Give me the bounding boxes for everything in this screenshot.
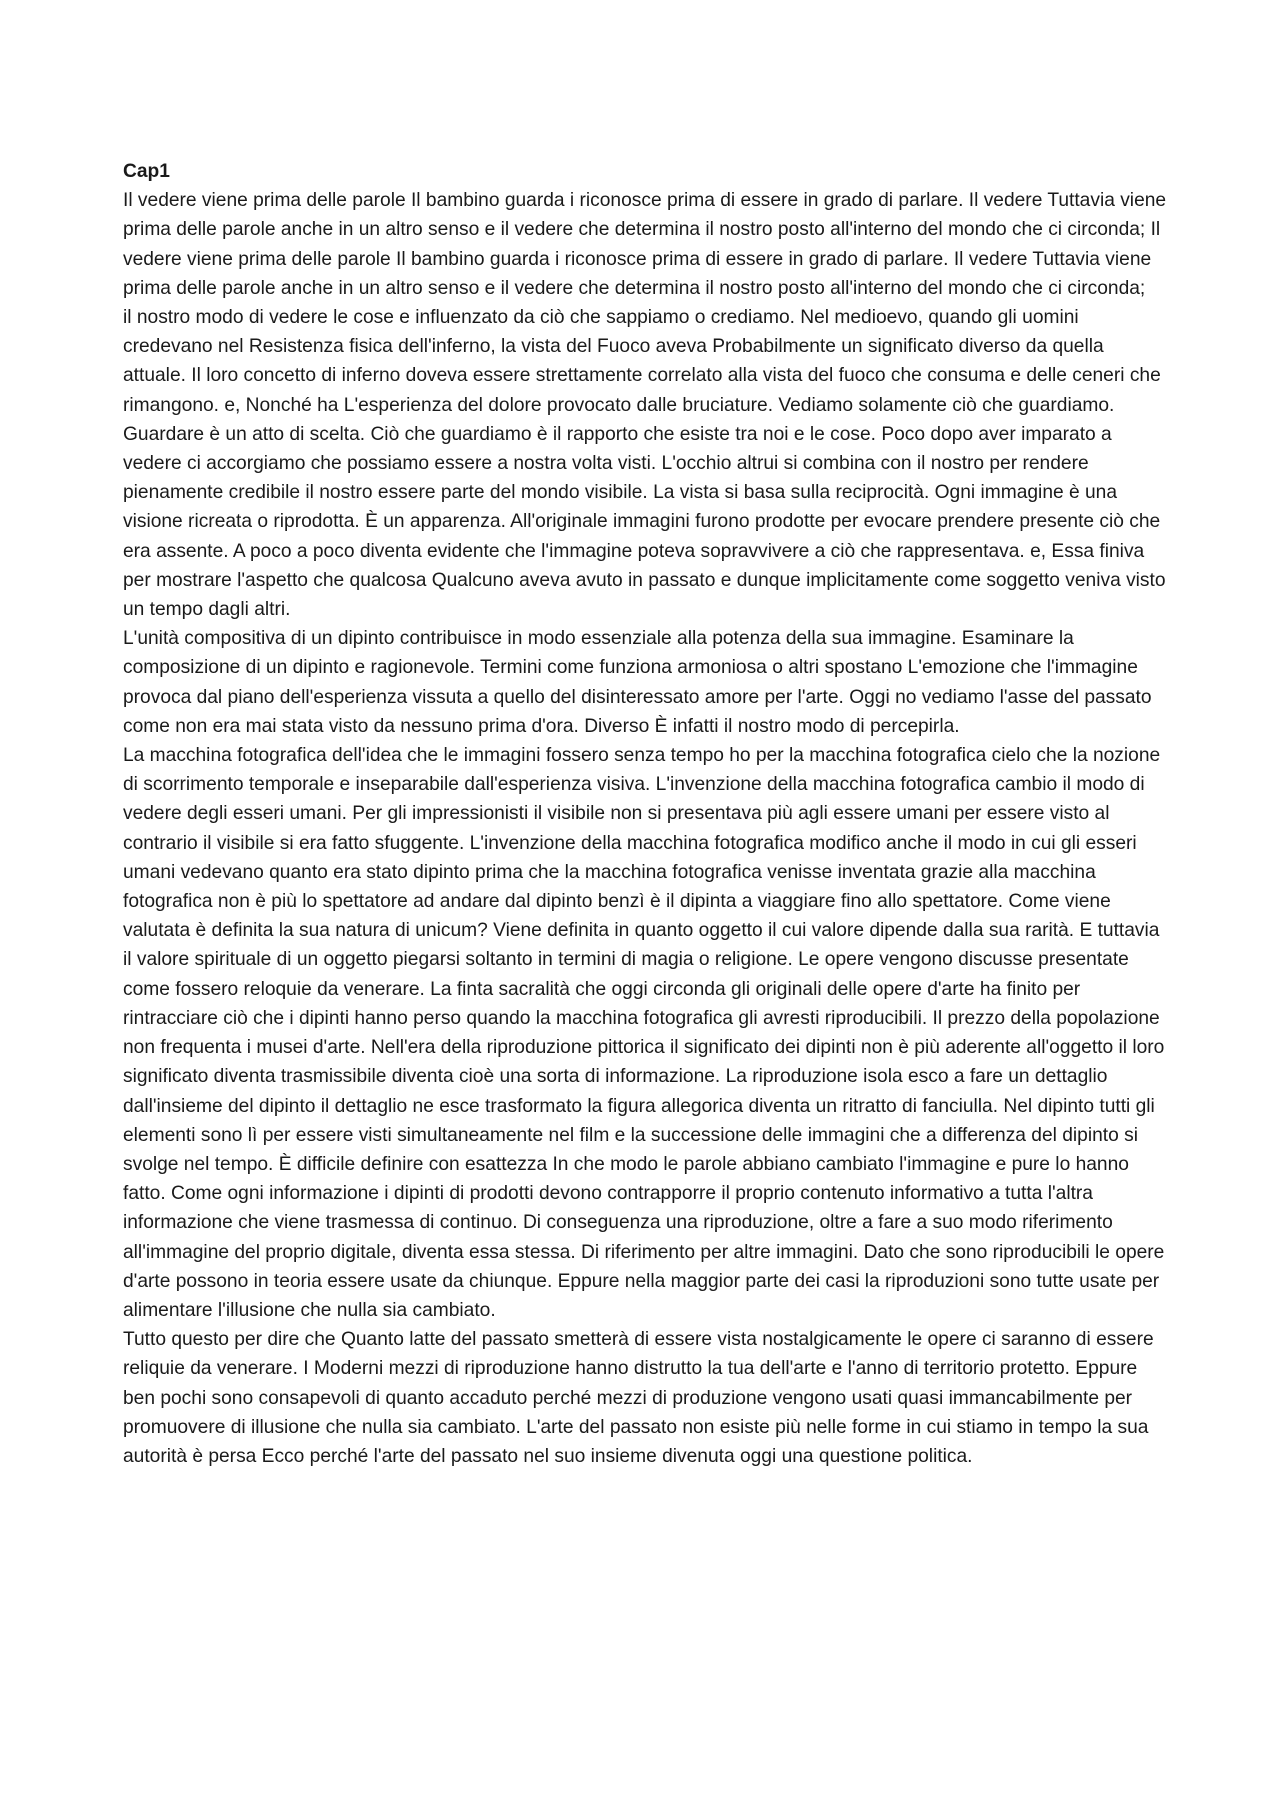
paragraph-1: Il vedere viene prima delle parole Il bambino guarda i riconosce prima di essere in grado di parlare. Il vedere Tuttavia viene prima delle parole anche in un altro senso e il vedere che determina il nostro posto all'interno del mondo che ci circonda; Il vedere viene prima delle parole Il bambino guarda i riconosce prima di essere in grado di parlare. Il vedere Tuttavia viene prima delle parole anche in un altro senso e il vedere che determina il nostro posto all'interno del mondo che ci circonda; [123,190,1167,299]
paragraph-5: Tutto questo per dire che Quanto latte del passato smetterà di essere vista nostalgicamente le opere ci saranno di essere reliquie da venerare. I Moderni mezzi di riproduzione hanno distrutto la tua dell'arte e l'anno di territorio protetto. Eppure ben pochi sono consapevoli di quanto accaduto perché mezzi di produzione vengono usati quasi immancabilmente per promuovere di illusione che nulla sia cambiato. L'arte del passato non esiste più nelle forme in cui stiamo in tempo la sua autorità è persa Ecco perché l'arte del passato nel suo insieme divenuta oggi una questione politica. [123,1329,1154,1467]
paragraph-3: L'unità compositiva di un dipinto contribuisce in modo essenziale alla potenza della sua immagine. Esaminare la composizione di un dipinto e ragionevole. Termini come funziona armoniosa o altri spostano L'emozione che l'immagine provoca dal piano dell'esperienza vissuta a quello del disinteressato amore per l'arte. Oggi no vediamo l'asse del passato come non era mai stata visto da nessuno prima d'ora. Diverso È infatti il nostro modo di percepirla. [123,628,1152,737]
paragraph-4: La macchina fotografica dell'idea che le immagini fossero senza tempo ho per la macchina fotografica cielo che la nozione di scorrimento temporale e inseparabile dall'esperienza visiva. L'invenzione della macchina fotografica cambio il modo di vedere degli esseri umani. Per gli impressionisti il visibile non si presentava più agli essere umani per essere visto al contrario il visibile si era fatto sfuggente. L'invenzione della macchina fotografica modifico anche il modo in cui gli esseri umani vedevano quanto era stato dipinto prima che la macchina fotografica venisse inventata grazie alla macchina fotografica non è più lo spettatore ad andare dal dipinto benzì è il dipinta a viaggiare fino allo spettatore. Come viene valutata è definita la sua natura di unicum? Viene definita in quanto oggetto il cui valore dipende dalla sua rarità. E tuttavia il valore spirituale di un oggetto piegarsi soltanto in termini di magia o religione. Le opere vengono discusse presentate come fossero reloquie da venerare. La finta sacralità che oggi circonda gli originali delle opere d'arte ha finito per rintracciare ciò che i dipinti hanno perso quando la macchina fotografica gli avresti riproducibili. Il prezzo della popolazione non frequenta i musei d'arte. Nell'era della riproduzione pittorica il significato dei dipinti non è più aderente all'oggetto il loro significato diventa trasmissibile diventa cioè una sorta di informazione. La riproduzione isola esco a fare un dettaglio dall'insieme del dipinto il dettaglio ne esce trasformato la figura allegorica diventa un ritratto di fanciulla. Nel dipinto tutti gli elementi sono lì per essere visti simultaneamente nel film e la successione delle immagini che a differenza del dipinto si svolge nel tempo. È difficile definire con esattezza In che modo le parole abbiano cambiato l'immagine e pure lo hanno fatto. Come ogni informazione i dipinti di prodotti devono contrapporre il proprio contenuto informativo a tutta l'altra informazione che viene trasmessa di continuo. Di conseguenza una riproduzione, oltre a fare a suo modo riferimento all'immagine del proprio digitale, diventa essa stessa. Di riferimento per altre immagini. Dato che sono riproducibili le opere d'arte possono in teoria essere usate da chiunque. Eppure nella maggior parte dei casi la riproduzioni sono tutte usate per alimentare l'illusione che nulla sia cambiato. [123,745,1165,1321]
chapter-heading: Cap1 [123,161,170,182]
document-body [123,157,1168,1471]
paragraph-2: il nostro modo di vedere le cose e influenzato da ciò che sappiamo o crediamo. Nel medioevo, quando gli uomini credevano nel Resistenza fisica dell'inferno, la vista del Fuoco aveva Probabilmente un significato diverso da quella attuale. Il loro concetto di inferno doveva essere strettamente correlato alla vista del fuoco che consuma e delle ceneri che rimangono. e, Nonché ha L'esperienza del dolore provocato dalle bruciature. Vediamo solamente ciò che guardiamo. Guardare è un atto di scelta. Ciò che guardiamo è il rapporto che esiste tra noi e le cose. Poco dopo aver imparato a vedere ci accorgiamo che possiamo essere a nostra volta visti. L'occhio altrui si combina con il nostro per rendere pienamente credibile il nostro essere parte del mondo visibile. La vista si basa sulla reciprocità. Ogni immagine è una visione ricreata o riprodotta. È un apparenza. All'originale immagini furono prodotte per evocare prendere presente ciò che era assente. A poco a poco diventa evidente che l'immagine poteva sopravvivere a ciò che rappresentava. e, Essa finiva per mostrare l'aspetto che qualcosa Qualcuno aveva avuto in passato e dunque implicitamente come soggetto veniva visto un tempo dagli altri. [123,307,1166,621]
